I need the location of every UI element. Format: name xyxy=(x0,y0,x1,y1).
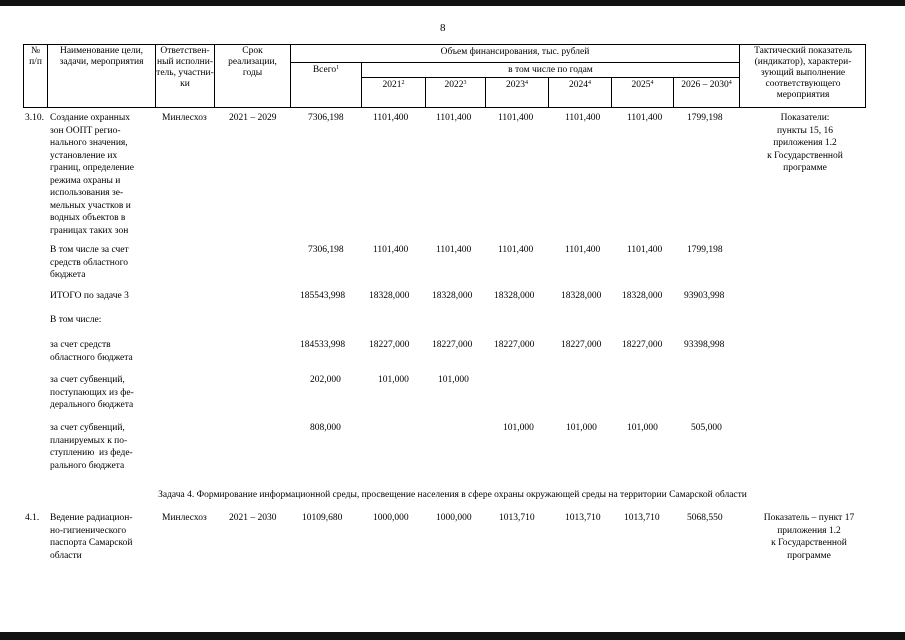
bottom-border xyxy=(0,632,905,640)
row-name: Создание охранных зон ООПТ регио- нального значения, установление их границ, определение режима охраны и использования зе- мельных участков и водных объектов в границах таких зон xyxy=(50,113,134,236)
row-2021: 18328,000 xyxy=(369,291,410,301)
row-2022: 1000,000 xyxy=(436,513,472,523)
row-2023: 18227,000 xyxy=(494,340,535,350)
page-number: 8 xyxy=(440,22,446,34)
row-2022: 101,000 xyxy=(438,375,469,385)
row-term: 2021 – 2029 xyxy=(229,113,277,123)
row-name: за счет субвенций, поступающих из фе- дерального бюджета xyxy=(50,375,134,410)
header-total: Всего$^1$ xyxy=(312,65,340,75)
header-year-2022: 2022$^3$ xyxy=(444,80,467,90)
row-total: 808,000 xyxy=(310,423,341,433)
row-2024: 1101,400 xyxy=(565,113,601,123)
table-header xyxy=(23,44,866,108)
row-name: за счет средств областного бюджета xyxy=(50,340,133,363)
row-2024: 1101,400 xyxy=(565,245,601,255)
row-2022: 18227,000 xyxy=(432,340,473,350)
row-2025: 1101,400 xyxy=(627,245,663,255)
row-2023: 101,000 xyxy=(503,423,534,433)
row-2024: 18227,000 xyxy=(561,340,602,350)
row-2021: 101,000 xyxy=(378,375,409,385)
row-name: Ведение радиацион- но-гигиенического паспорта Самарской области xyxy=(50,513,133,561)
row-2023: 1101,400 xyxy=(498,245,534,255)
row-2023: 18328,000 xyxy=(494,291,535,301)
row-2021: 1000,000 xyxy=(373,513,409,523)
row-2023: 1013,710 xyxy=(499,513,535,523)
row-responsible: Минлесхоз xyxy=(162,113,207,123)
row-2025: 1013,710 xyxy=(624,513,660,523)
row-total: 202,000 xyxy=(310,375,341,385)
header-year-2025: 2025$^4$ xyxy=(631,80,654,90)
header-funding: Объем финансирования, тыс. рублей xyxy=(440,47,590,57)
row-2021: 1101,400 xyxy=(373,245,409,255)
row-name: В том числе за счет средств областного бюджета xyxy=(50,245,129,280)
row-2026-2030: 5068,550 xyxy=(687,513,723,523)
header-year-2023: 2023$^4$ xyxy=(506,80,528,90)
row-2026-2030: 93398,998 xyxy=(684,340,725,350)
header-num: № п/п xyxy=(29,46,42,67)
header-indicator: Тактический показатель (индикатор), характери- зующий выполнение соответствующего мероприятия xyxy=(754,46,852,100)
row-2025: 18328,000 xyxy=(622,291,663,301)
row-2024: 18328,000 xyxy=(561,291,602,301)
row-2026-2030: 93903,998 xyxy=(684,291,725,301)
row-2026-2030: 1799,198 xyxy=(687,245,723,255)
row-2022: 1101,400 xyxy=(436,245,472,255)
header-by-year: в том числе по годам xyxy=(508,65,593,75)
row-total: 7306,198 xyxy=(308,113,344,123)
row-2022: 18328,000 xyxy=(432,291,473,301)
header-responsible: Ответствен- ный исполни- тель, участни- ки xyxy=(156,46,214,89)
row-2025: 101,000 xyxy=(627,423,658,433)
header-year-2024: 2024$^4$ xyxy=(569,80,591,90)
row-2024: 101,000 xyxy=(566,423,597,433)
row-name: ИТОГО по задаче 3 xyxy=(50,291,129,301)
row-indicator: Показатели: пункты 15, 16 приложения 1.2 к Государственной программе xyxy=(767,113,843,173)
row-2022: 1101,400 xyxy=(436,113,472,123)
header-term: Срок реализации, годы xyxy=(228,46,277,78)
row-total: 10109,680 xyxy=(302,513,343,523)
row-2025: 1101,400 xyxy=(627,113,663,123)
row-num: 4.1. xyxy=(25,513,40,523)
row-2024: 1013,710 xyxy=(565,513,601,523)
row-total: 185543,998 xyxy=(300,291,346,301)
row-num: 3.10. xyxy=(25,113,44,123)
row-2026-2030: 505,000 xyxy=(691,423,722,433)
row-indicator: Показатель – пункт 17 приложения 1.2 к Государственной программе xyxy=(763,513,855,561)
row-responsible: Минлесхоз xyxy=(162,513,207,523)
row-name: за счет субвенций, планируемых к по- ступлению из феде- рального бюджета xyxy=(50,423,133,471)
row-2023: 1101,400 xyxy=(498,113,534,123)
row-2021: 18227,000 xyxy=(369,340,410,350)
row-name: В том числе: xyxy=(50,315,102,325)
row-2021: 1101,400 xyxy=(373,113,409,123)
row-total: 7306,198 xyxy=(308,245,344,255)
row-term: 2021 – 2030 xyxy=(229,513,277,523)
header-year-2026-2030: 2026 – 2030$^4$ xyxy=(681,80,732,90)
row-2025: 18227,000 xyxy=(622,340,663,350)
header-year-2021: 2021$^2$ xyxy=(382,80,405,90)
header-name: Наименование цели, задачи, мероприятия xyxy=(59,46,144,67)
task-4-heading: Задача 4. Формирование информационной среды, просвещение населения в сфере охраны окружающей среды на территории Самарской области xyxy=(158,490,747,500)
row-total: 184533,998 xyxy=(300,340,346,350)
top-border xyxy=(0,0,905,6)
row-2026-2030: 1799,198 xyxy=(687,113,723,123)
